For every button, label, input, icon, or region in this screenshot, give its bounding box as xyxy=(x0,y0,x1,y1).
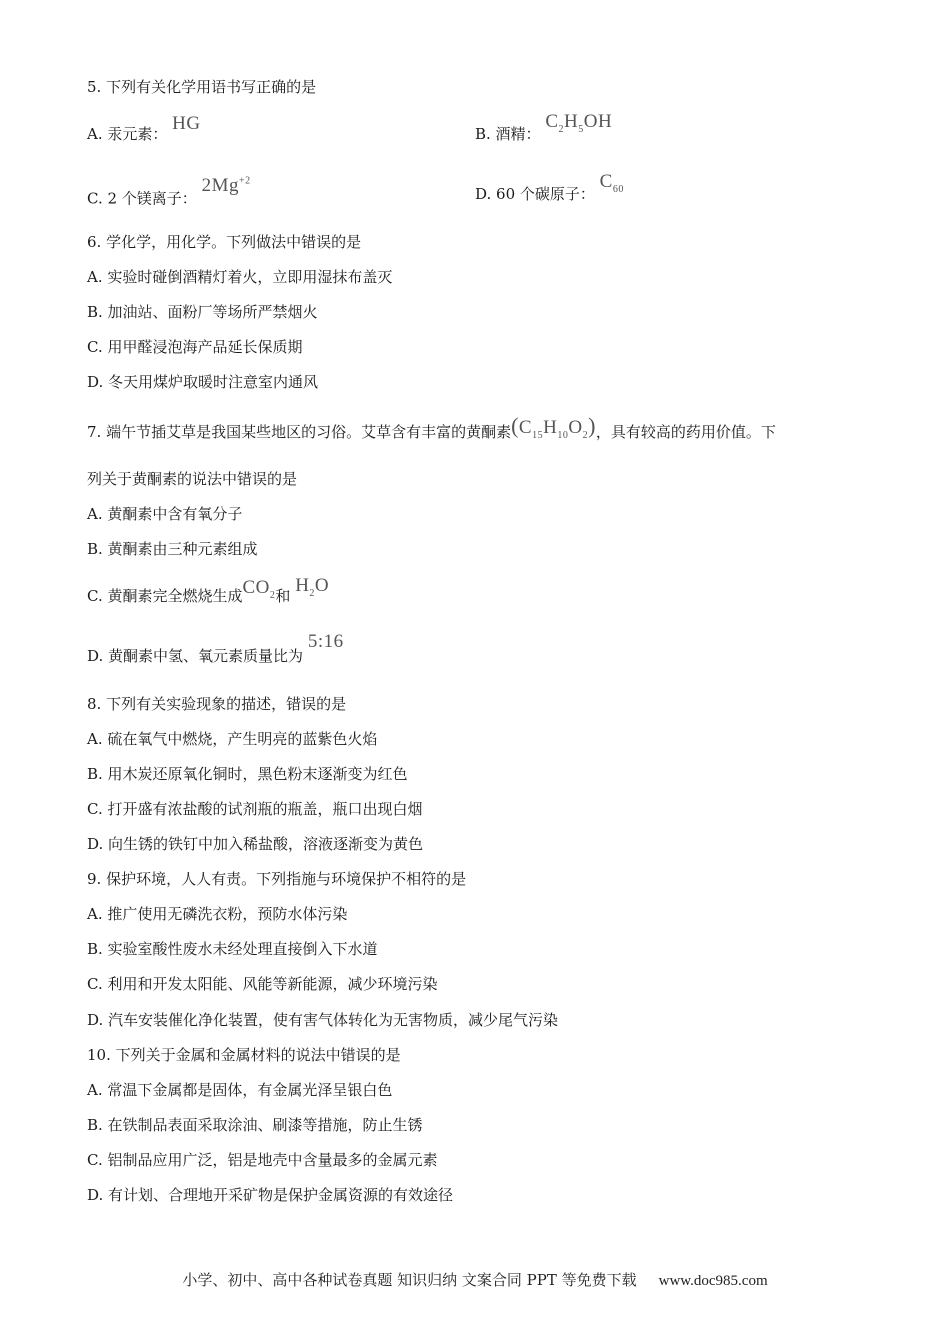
q5-b-formula: $C_2H_5OH$ xyxy=(545,111,613,135)
q7-option-d: D. 黄酮素中氢、氧元素质量比为 5:16 xyxy=(87,631,344,665)
q10-option-a: A. 常温下金属都是固体，有金属光泽呈银白色 xyxy=(87,1081,393,1099)
q5-a-formula: HG xyxy=(172,113,201,134)
q9-option-b: B. 实验室酸性废水未经处理直接倒入下水道 xyxy=(87,940,378,958)
q6-option-c: C. 用甲醛浸泡海产品延长保质期 xyxy=(87,338,303,356)
q10-stem: 10. 下列关于金属和金属材料的说法中错误的是 xyxy=(87,1046,401,1064)
q8-stem: 8. 下列有关实验现象的描述，错误的是 xyxy=(87,695,347,713)
q7-option-c: C. 黄酮素完全燃烧生成$CO_2$和 $H_2O$ xyxy=(87,575,330,605)
q9-option-c: C. 利用和开发太阳能、风能等新能源，减少环境污染 xyxy=(87,975,438,993)
q5-option-b: B. 酒精： $C_2H_5OH$ xyxy=(475,111,613,143)
q9-stem: 9. 保护环境，人人有责。下列指施与环境保护不相符的是 xyxy=(87,870,467,888)
q10-option-b: B. 在铁制品表面采取涂油、刷漆等措施，防止生锈 xyxy=(87,1116,423,1134)
q6-option-a: A. 实验时碰倒酒精灯着火，立即用湿抹布盖灭 xyxy=(87,268,393,286)
footer-url-link[interactable]: www.doc985.com xyxy=(658,1273,768,1289)
q7-d-ratio: 5:16 xyxy=(307,631,344,652)
q10-option-c: C. 铝制品应用广泛，铝是地壳中含量最多的金属元素 xyxy=(87,1151,438,1169)
q7-option-b: B. 黄酮素由三种元素组成 xyxy=(87,540,258,558)
q5-c-formula: $2Mg^{+2}$ xyxy=(201,175,251,197)
q5-stem: 5. 下列有关化学用语书写正确的是 xyxy=(87,78,317,96)
q5-d-formula: $C_{60}$ xyxy=(599,171,624,195)
q6-option-d: D. 冬天用煤炉取暖时注意室内通风 xyxy=(87,373,319,391)
q5-option-d: D. 60 个碳原子： $C_{60}$ xyxy=(475,171,624,203)
q8-option-b: B. 用木炭还原氧化铜时，黑色粉末逐渐变为红色 xyxy=(87,765,408,783)
page-footer xyxy=(0,1269,950,1290)
q7-c-co2: $CO_2$ xyxy=(242,577,276,601)
q10-option-d: D. 有计划、合理地开采矿物是保护金属资源的有效途径 xyxy=(87,1186,454,1204)
q7-stem-cont: 列关于黄酮素的说法中错误的是 xyxy=(87,470,298,488)
q6-option-b: B. 加油站、面粉厂等场所严禁烟火 xyxy=(87,303,318,321)
q8-option-c: C. 打开盛有浓盐酸的试剂瓶的瓶盖，瓶口出现白烟 xyxy=(87,800,423,818)
q5-option-c: C. 2 个镁离子： $2Mg^{+2}$ xyxy=(87,175,251,208)
footer-text: 小学、初中、高中各种试卷真题 知识归纳 文案合同 PPT 等免费下载 xyxy=(182,1271,637,1289)
q7-stem: 7. 端午节插艾草是我国某些地区的习俗。艾草含有丰富的黄酮素$(C_{15}H_{10}O_2)$，具有较高的药用价值。下 xyxy=(87,413,776,441)
q8-option-a: A. 硫在氧气中燃烧，产生明亮的蓝紫色火焰 xyxy=(87,730,378,748)
q6-stem: 6. 学化学，用化学。下列做法中错误的是 xyxy=(87,233,362,251)
q7-option-a: A. 黄酮素中含有氧分子 xyxy=(87,505,243,523)
q5-option-a: A. 汞元素： HG xyxy=(87,113,201,143)
q7-c-h2o: $H_2O$ xyxy=(295,575,330,599)
q7-formula: $(C_{15}H_{10}O_2)$ xyxy=(511,413,596,441)
q9-option-a: A. 推广使用无磷洗衣粉，预防水体污染 xyxy=(87,905,348,923)
q9-option-d: D. 汽车安装催化净化装置，使有害气体转化为无害物质，减少尾气污染 xyxy=(87,1011,559,1029)
q8-option-d: D. 向生锈的铁钉中加入稀盐酸，溶液逐渐变为黄色 xyxy=(87,835,424,853)
